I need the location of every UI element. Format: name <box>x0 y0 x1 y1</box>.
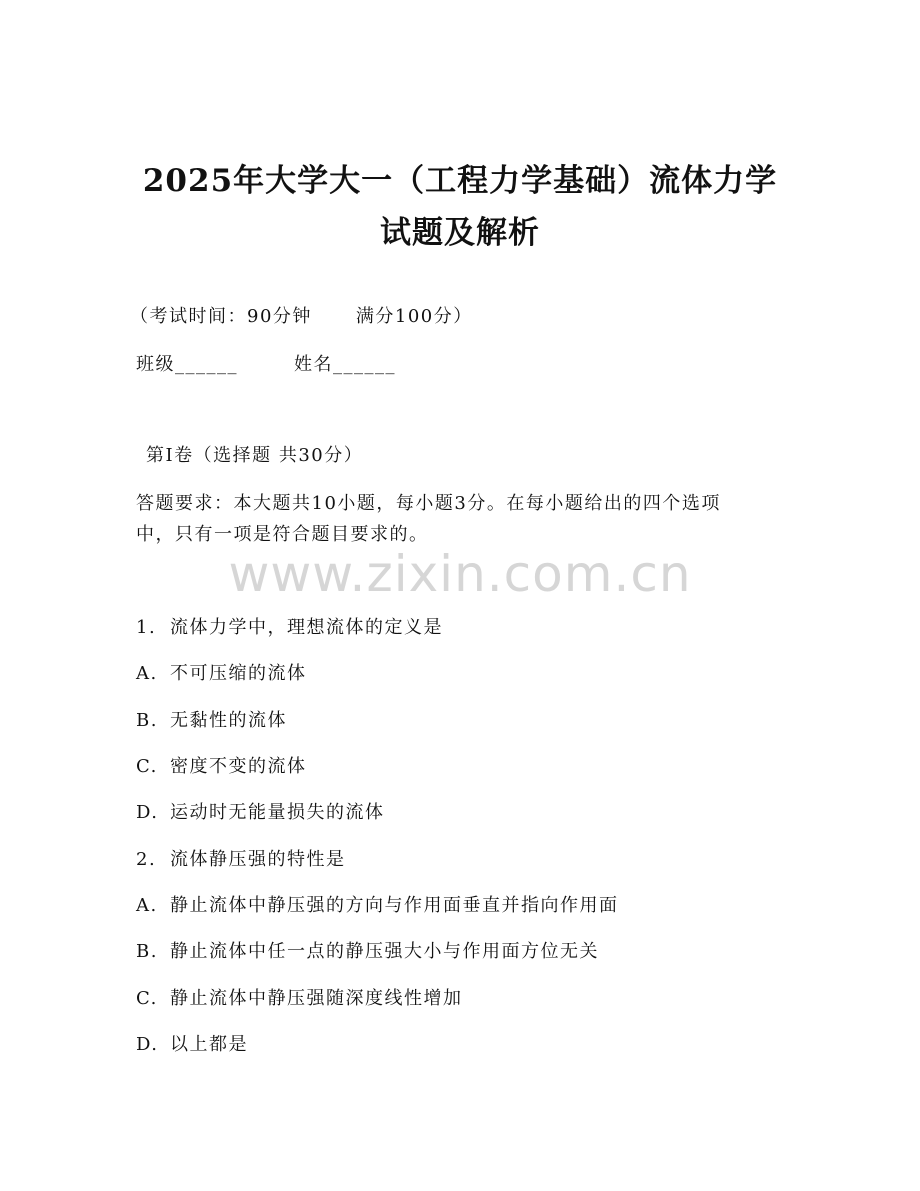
question-number: 2. <box>136 849 157 870</box>
question-text: 流体力学中，理想流体的定义是 <box>170 617 443 638</box>
student-fields <box>136 350 396 376</box>
question-2-option-c <box>136 984 463 1010</box>
option-text: 无黏性的流体 <box>170 710 287 731</box>
option-letter: C. <box>136 756 158 777</box>
question-2-option-d <box>136 1030 248 1056</box>
question-1-option-c <box>136 752 307 778</box>
question-1-option-a <box>136 659 307 685</box>
question-text: 流体静压强的特性是 <box>170 849 346 870</box>
question-1-option-d <box>136 798 385 824</box>
instructions-line-2: 中，只有一项是符合题目要求的。 <box>136 524 429 545</box>
document-title-line-2: 试题及解析 <box>380 215 540 251</box>
option-text: 运动时无能量损失的流体 <box>170 802 385 823</box>
exam-info <box>130 302 473 328</box>
option-text: 密度不变的流体 <box>170 756 307 777</box>
exam-full-score: 满分100分） <box>355 306 473 327</box>
option-text: 不可压缩的流体 <box>170 663 307 684</box>
option-letter: B. <box>136 710 158 731</box>
option-text: 静止流体中静压强随深度线性增加 <box>170 988 463 1009</box>
question-1-option-b <box>136 706 287 732</box>
option-letter: D. <box>136 802 159 823</box>
section-title: 第Ⅰ卷（选择题 共30分） <box>146 445 364 466</box>
option-letter: A. <box>136 663 158 684</box>
option-text: 以上都是 <box>170 1034 248 1055</box>
option-letter: C. <box>136 988 158 1009</box>
option-letter: A. <box>136 895 158 916</box>
document-title-line-1: 2025年大学大一（工程力学基础）流体力学 <box>142 163 778 199</box>
option-text: 静止流体中静压强的方向与作用面垂直并指向作用面 <box>170 895 619 916</box>
exam-time: （考试时间：90分钟 <box>130 306 312 327</box>
name-field: 姓名______ <box>294 354 396 375</box>
question-2-option-a <box>136 891 619 917</box>
instructions-line-1: 答题要求：本大题共10小题，每小题3分。在每小题给出的四个选项 <box>136 493 721 514</box>
question-2-option-b <box>136 937 599 963</box>
question-number: 1. <box>136 617 157 638</box>
question-2 <box>136 845 346 871</box>
option-text: 静止流体中任一点的静压强大小与作用面方位无关 <box>170 941 599 962</box>
class-field: 班级______ <box>136 354 238 375</box>
option-letter: B. <box>136 941 158 962</box>
watermark: www.zixin.com.cn <box>228 545 692 603</box>
question-1 <box>136 613 443 639</box>
option-letter: D. <box>136 1034 159 1055</box>
